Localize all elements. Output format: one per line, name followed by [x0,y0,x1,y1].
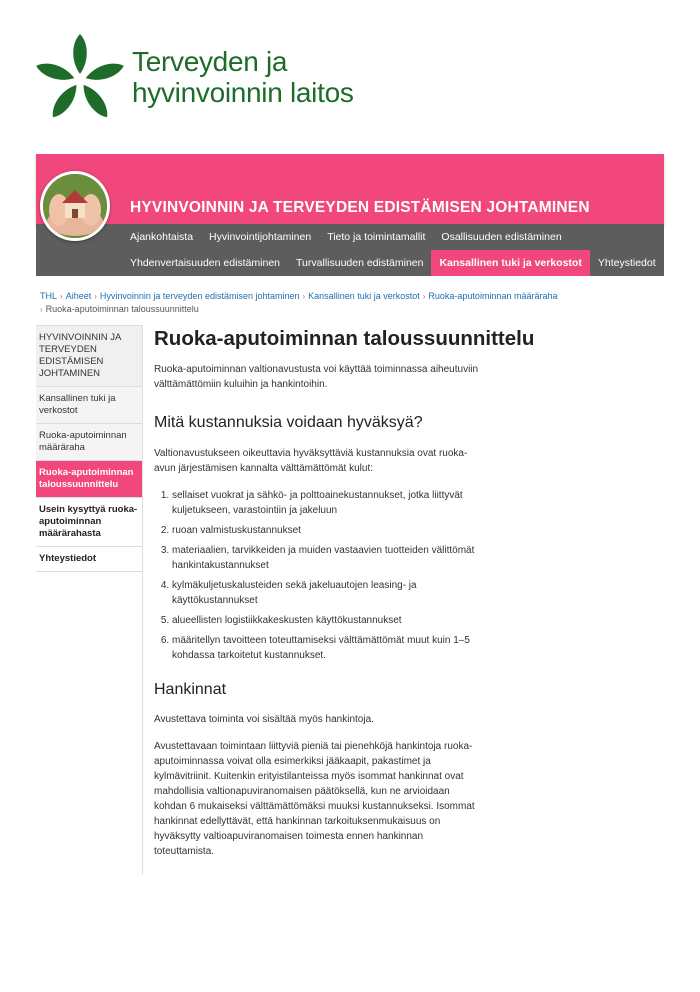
breadcrumb-link[interactable]: Hyvinvoinnin ja terveyden edistämisen johtaminen [99,291,300,301]
house-in-hands-image [43,174,107,238]
main-navigation [36,224,664,276]
section-badge [40,171,110,241]
banner-title[interactable]: HYVINVOINNIN JA TERVEYDEN EDISTÄMISEN JOHTAMINEN [130,199,590,216]
flower-logo-icon [36,34,132,122]
sidebar-item-yhteystiedot[interactable]: Yhteystiedot [36,546,142,572]
list-item: 1. sellaiset vuokrat ja sähkö- ja polttoainekustannukset, jotka liittyvät kuljetukseen, varastointiin ja jakeluun [172,488,484,518]
list-item: 5. alueellisten logistiikkakeskusten käyttökustannukset [172,613,484,628]
breadcrumb-current: Ruoka-aputoiminnan taloussuunnittelu [45,304,199,314]
sidebar-item-usein-kysyttya[interactable]: Usein kysyttyä ruoka-aputoiminnan määrärahasta [36,497,142,546]
breadcrumb-link[interactable]: Ruoka-aputoiminnan määräraha [428,291,558,301]
breadcrumb-link[interactable]: Aiheet [65,291,92,301]
main-content [154,326,535,859]
nav-item-ajankohtaista[interactable]: Ajankohtaista [130,231,194,243]
thl-logo[interactable] [36,34,396,124]
nav-item-tieto-ja-toimintamallit[interactable]: Tieto ja toimintamallit [327,231,426,243]
intro-paragraph: Ruoka-aputoiminnan valtionavustusta voi käyttää toiminnassa aiheutuviin välttämättömiin kuluihin ja hankintoihin. [154,364,479,390]
sidebar-item-section-root[interactable]: HYVINVOINNIN JA TERVEYDEN EDISTÄMISEN JOHTAMINEN [36,325,142,386]
costs-intro: Valtionavustukseen oikeuttavia hyväksyttäviä kustannuksia ovat ruoka-avun järjestämisen kannalta välttämättömät kulut: [154,448,468,474]
purchases-paragraph-2: Avustettavaan toimintaan liittyviä pieniä tai pienehköjä hankintoja ruoka-aputoiminnassa voivat olla esimerkiksi jääkaapit, pakastimet ja kylmävitriinit. Kuitenkin erityistilanteissa myös isommat hankinnat ovat mahdollisia valtionapuviranomaisen päätöksellä, kun ne arvioidaan kohdan 6 mukaiseksi välttämättömäksi muuksi kustannukseksi. Isommat hankinnat edellyttävät, että hankinnan tarkoituksenmukaisuus on hyväksytty valtioapuviranomaisen toimesta ennen hankinnan toteuttamista. [154,741,475,857]
logo-line-2: hyvinvoinnin laitos [132,77,354,108]
logo-text [132,46,354,108]
breadcrumb [40,290,640,316]
logo-line-1: Terveyden ja [132,46,288,77]
nav-row-2 [122,250,664,276]
chevron-right-icon: › [60,292,63,301]
list-item: 3. materiaalien, tarvikkeiden ja muiden vastaavien tuotteiden välittömät hankintakustannukset [172,543,484,573]
costs-list [154,488,484,663]
breadcrumb-link[interactable]: Kansallinen tuki ja verkostot [308,291,420,301]
chevron-right-icon: › [94,292,97,301]
breadcrumb-link[interactable]: THL [40,291,58,301]
nav-row-1 [122,224,570,250]
purchases-paragraph-1: Avustettava toiminta voi sisältää myös hankintoja. [154,714,374,725]
purchases-heading: Hankinnat [154,681,227,698]
chevron-right-icon: › [302,292,306,301]
page-title: Ruoka-aputoiminnan taloussuunnittelu [154,327,535,350]
nav-item-kansallinen-tuki[interactable]: Kansallinen tuki ja verkostot [431,250,589,276]
nav-item-osallisuuden-edistaminen[interactable]: Osallisuuden edistäminen [441,231,562,243]
chevron-right-icon: › [422,292,426,301]
nav-item-hyvinvointijohtaminen[interactable]: Hyvinvointijohtaminen [209,231,312,243]
sidebar-item-maararaha[interactable]: Ruoka-aputoiminnan määräraha [36,423,142,460]
list-item: 2. ruoan valmistuskustannukset [172,523,484,538]
list-item: 4. kylmäkuljetuskalusteiden sekä jakeluautojen leasing- ja käyttökustannukset [172,578,484,608]
sidebar-item-kansallinen-tuki[interactable]: Kansallinen tuki ja verkostot [36,386,142,423]
chevron-right-icon: › [40,305,43,314]
nav-item-yhdenvertaisuuden-edistaminen[interactable]: Yhdenvertaisuuden edistäminen [130,257,281,269]
list-item: 6. määritellyn tavoitteen toteuttamiseksi välttämättömät muut kuin 1–5 kohdassa tarkoitetut kustannukset. [172,633,484,663]
section-banner [36,154,664,224]
sidebar-item-taloussuunnittelu[interactable]: Ruoka-aputoiminnan taloussuunnittelu [36,460,142,497]
nav-item-yhteystiedot[interactable]: Yhteystiedot [597,257,656,269]
sidebar [36,325,143,875]
nav-item-turvallisuuden-edistaminen[interactable]: Turvallisuuden edistäminen [296,257,424,269]
costs-heading: Mitä kustannuksia voidaan hyväksyä? [154,414,423,431]
